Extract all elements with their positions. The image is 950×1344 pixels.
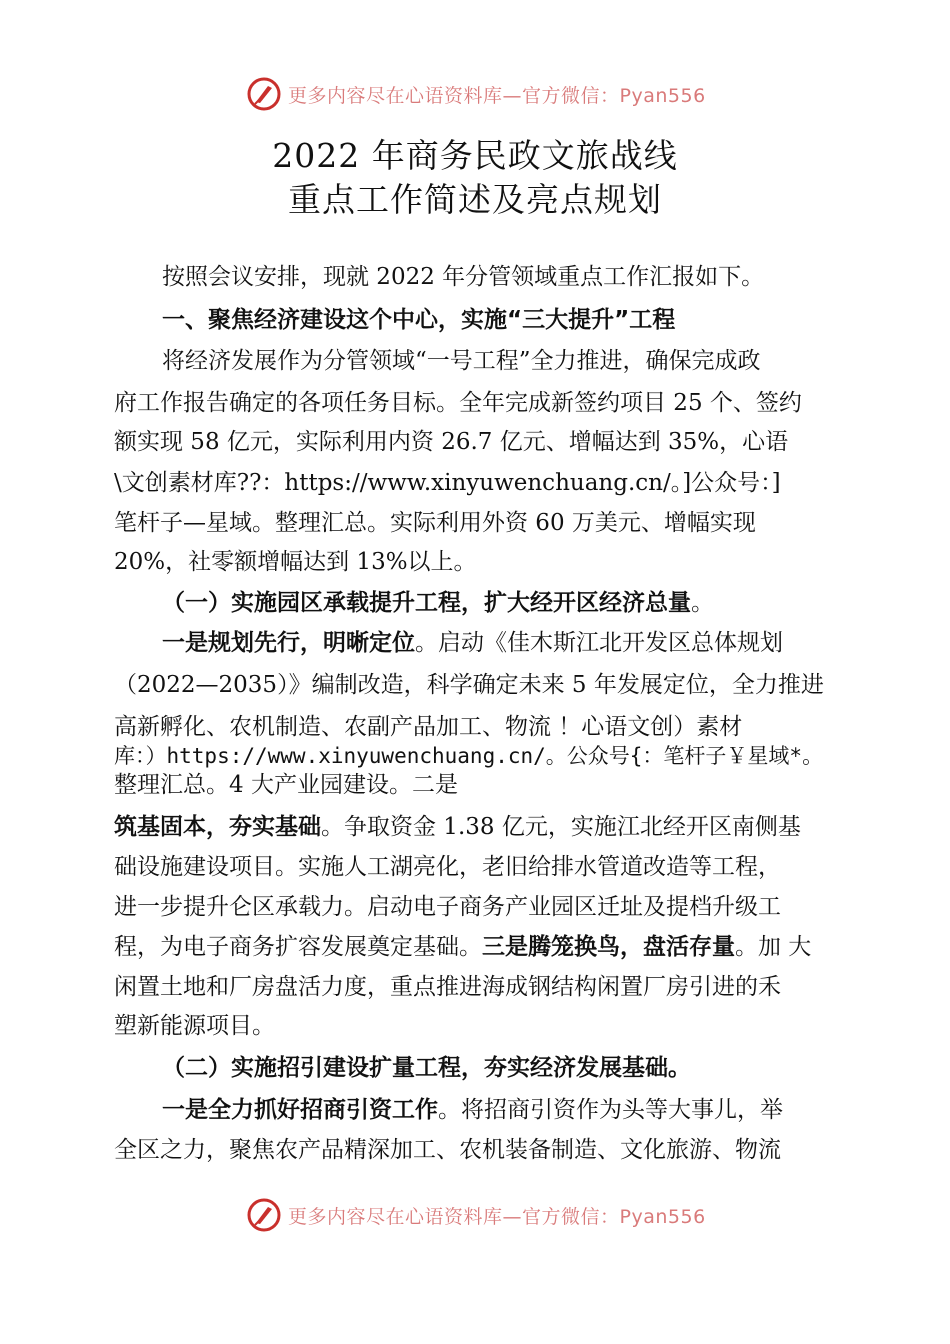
subsection-1-line: 高新孵化、农机制造、农副产品加工、物流 ！心语文创）素材 — [114, 714, 743, 740]
subsection-1-line: 进一步提升仑区承载力。启动电子商务产业园区迁址及提档升级工 — [114, 894, 781, 920]
subsection-1-line: 库：）https://www.xinyuwenchuang.cn/。公众号{：笔杆子￥星域*。 — [114, 744, 824, 768]
subsection-1-paragraph-1: 一是规划先行，明晰定位。启动《佳木斯江北开发区总体规划 — [162, 630, 783, 656]
subsection-2-heading: （二）实施招引建设扩量工程，夯实经济发展基础。 — [162, 1055, 691, 1081]
section-1-line: 20%，社零额增幅达到 13%以上。 — [114, 549, 477, 575]
section-1-line: \文创素材库??：https://www.xinyuwenchuang.cn/。]公众号：] — [114, 470, 781, 496]
subsection-1-line: 程，为电子商务扩容发展奠定基础。三是腾笼换鸟，盘活存量。加 大 — [114, 934, 812, 960]
section-1-line: 府工作报告确定的各项任务目标。全年完成新签约项目 25 个、签约 — [114, 390, 802, 416]
section-1-line: 将经济发展作为分管领域“一号工程”全力推进，确保完成政 — [162, 348, 761, 374]
subsection-2-paragraph-1: 一是全力抓好招商引资工作。将招商引资作为头等大事儿，举 — [162, 1097, 783, 1123]
watermark-banner-top — [246, 72, 766, 116]
subsection-2-line: 全区之力，聚焦农产品精深加工、农机装备制造、文化旅游、物流 — [114, 1137, 781, 1163]
subsection-1-line: 整理汇总。4 大产业园建设。二是 — [114, 772, 458, 798]
subsection-1-line: 塑新能源项目。 — [114, 1013, 275, 1039]
quill-circle-icon — [246, 1197, 282, 1233]
subsection-1-line: 础设施建设项目。实施人工湖亮化，老旧给排水管道改造等工程， — [114, 854, 781, 880]
subsection-1-line: （2022—2035）》编制改造，科学确定未来 5 年发展定位，全力推进 — [114, 672, 824, 698]
section-1-line: 笔杆子—星域。整理汇总。实际利用外资 60 万美元、增幅实现 — [114, 510, 756, 536]
subsection-1-line: 闲置土地和厂房盘活力度，重点推进海成钢结构闲置厂房引进的禾 — [114, 974, 781, 1000]
bold-lead: 一是规划先行，明晰定位 — [162, 630, 415, 656]
bold-lead: 三是腾笼换鸟，盘活存量 — [482, 934, 735, 960]
watermark-banner-bottom — [246, 1193, 766, 1237]
subsection-1-paragraph-2: 筑基固本，夯实基础。争取资金 1.38 亿元，实施江北经开区南侧基 — [114, 814, 801, 840]
page-title-line-1: 2022 年商务民政文旅战线 — [272, 136, 678, 175]
subsection-1-heading: （一）实施园区承载提升工程，扩大经开区经济总量。 — [162, 590, 714, 616]
page-title-line-2: 重点工作简述及亮点规划 — [288, 180, 662, 219]
section-1-heading: 一、聚焦经济建设这个中心，实施“三大提升”工程 — [162, 307, 676, 333]
watermark-text: 更多内容尽在心语资料库—官方微信：Pyan556 — [288, 1205, 706, 1228]
intro-paragraph: 按照会议安排，现就 2022 年分管领域重点工作汇报如下。 — [162, 264, 765, 290]
bold-lead: 筑基固本，夯实基础 — [114, 814, 321, 840]
watermark-text: 更多内容尽在心语资料库—官方微信：Pyan556 — [288, 84, 706, 107]
section-1-line: 额实现 58 亿元，实际利用内资 26.7 亿元、增幅达到 35%，心语 — [114, 429, 789, 455]
quill-circle-icon — [246, 76, 282, 112]
bold-lead: 一是全力抓好招商引资工作 — [162, 1097, 438, 1123]
